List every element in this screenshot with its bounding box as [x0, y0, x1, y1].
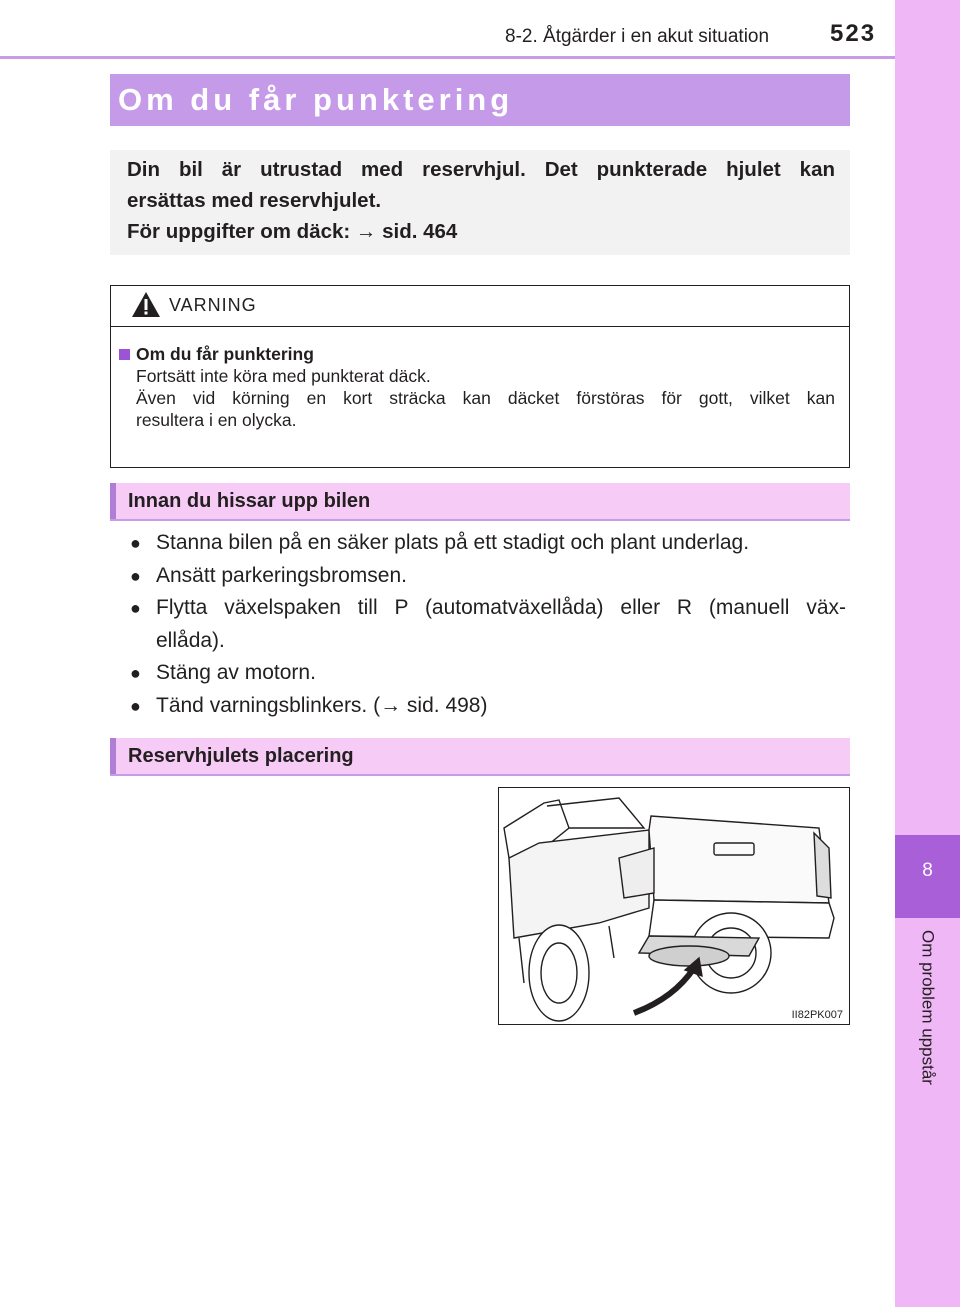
list-item — [130, 657, 846, 690]
list-item-text: ellåda). — [156, 628, 225, 652]
warning-header — [111, 286, 849, 327]
bullet-dot-icon: ● — [130, 565, 141, 586]
list-item-text: Ansätt parkeringsbromsen. — [156, 563, 407, 587]
warning-line: Även vid körning en kort sträcka kan däcket förstöras för gott, vilket kan — [136, 388, 835, 408]
warning-subheading — [119, 343, 835, 365]
warning-text — [119, 365, 835, 431]
warning-triangle-icon — [131, 290, 161, 320]
warning-box — [110, 285, 850, 468]
warning-body — [111, 327, 849, 431]
header-rule — [0, 56, 895, 59]
warning-subheading-text: Om du får punktering — [136, 344, 314, 364]
warning-line: resultera i en olycka. — [136, 410, 297, 430]
running-header: 8-2. Åtgärder i en akut situation — [505, 26, 770, 47]
bullet-dot-icon: ● — [130, 695, 141, 716]
figure-code: II82PK007 — [791, 1009, 843, 1021]
page-title-bar — [110, 74, 850, 126]
chapter-number: 8 — [922, 860, 933, 881]
section-heading-spare-location — [110, 738, 850, 776]
page-title: Om du får punktering — [118, 82, 514, 117]
list-item — [130, 690, 846, 723]
spare-tire-figure — [498, 787, 850, 1025]
chapter-label — [895, 930, 960, 1130]
section-heading-text: Reservhjulets placering — [128, 745, 354, 767]
bullet-dot-icon: ● — [130, 533, 141, 553]
list-item-text: Tänd varningsblinkers. (→ sid. 498) — [156, 693, 488, 717]
intro-box — [110, 150, 850, 255]
warning-line: Fortsätt inte köra med punkterat däck. — [136, 366, 431, 386]
bullet-dot-icon: ● — [130, 663, 141, 683]
list-item — [130, 592, 846, 657]
pickup-rear-spare-tire-icon — [499, 788, 849, 1024]
warning-label: VARNING — [169, 295, 257, 315]
list-item-text: Stanna bilen på en säker plats på ett stadigt och plant underlag. — [156, 531, 750, 554]
bullet-list — [130, 527, 846, 722]
section-heading-text: Innan du hissar upp bilen — [128, 490, 371, 512]
chapter-label-text: Om problem uppstår — [918, 930, 938, 1085]
list-item-text: Flytta växelspaken till P (automatväxellåda) eller R (manuell väx- — [156, 596, 846, 619]
intro-line: Din bil är utrustad med reservhjul. Det punkterade hjulet kan — [127, 158, 835, 181]
list-item — [130, 560, 846, 593]
list-item-text: Stäng av motorn. — [156, 661, 316, 684]
page-number: 523 — [830, 20, 877, 47]
section-heading-jack — [110, 483, 850, 521]
list-item — [130, 527, 846, 560]
bullet-dot-icon: ● — [130, 598, 141, 618]
square-bullet-icon — [119, 349, 130, 360]
intro-line: ersättas med reservhjulet. — [127, 189, 382, 212]
intro-reference: För uppgifter om däck: → sid. 464 — [127, 220, 458, 243]
